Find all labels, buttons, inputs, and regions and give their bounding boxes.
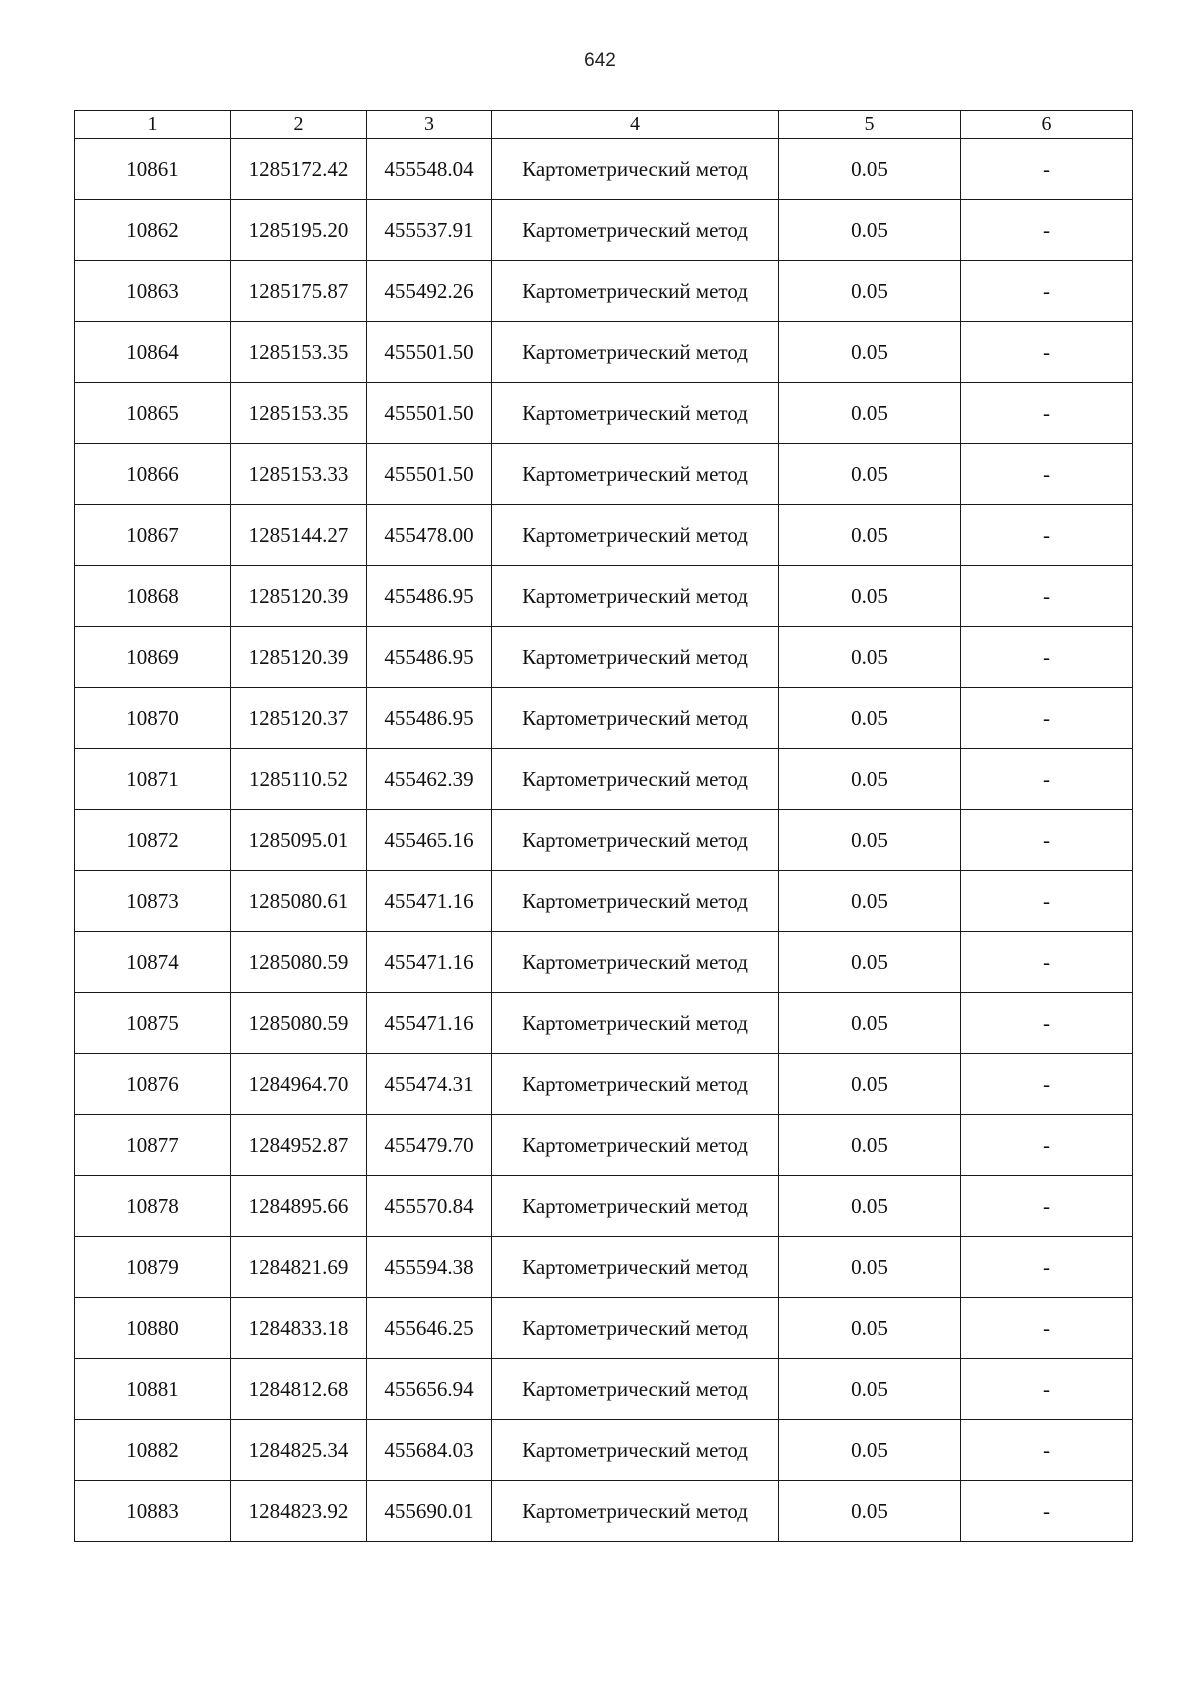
note-cell: - [961, 810, 1133, 871]
note-cell: - [961, 505, 1133, 566]
table-header [75, 111, 1133, 139]
y-coordinate-cell: 455501.50 [367, 383, 492, 444]
note-cell: - [961, 749, 1133, 810]
method-cell: Картометрический метод [492, 1420, 779, 1481]
x-coordinate-cell: 1285080.59 [231, 932, 367, 993]
point-number-cell: 10866 [75, 444, 231, 505]
method-cell: Картометрический метод [492, 200, 779, 261]
point-number-cell: 10874 [75, 932, 231, 993]
note-cell: - [961, 993, 1133, 1054]
column-header-4: 4 [492, 111, 779, 139]
note-cell: - [961, 932, 1133, 993]
accuracy-cell: 0.05 [779, 383, 961, 444]
x-coordinate-cell: 1284895.66 [231, 1176, 367, 1237]
table-row [75, 139, 1133, 200]
table-row [75, 871, 1133, 932]
table-row [75, 932, 1133, 993]
x-coordinate-cell: 1284812.68 [231, 1359, 367, 1420]
accuracy-cell: 0.05 [779, 261, 961, 322]
coordinates-table [74, 110, 1133, 1542]
y-coordinate-cell: 455471.16 [367, 871, 492, 932]
accuracy-cell: 0.05 [779, 139, 961, 200]
method-cell: Картометрический метод [492, 1176, 779, 1237]
x-coordinate-cell: 1284823.92 [231, 1481, 367, 1542]
y-coordinate-cell: 455486.95 [367, 688, 492, 749]
accuracy-cell: 0.05 [779, 688, 961, 749]
note-cell: - [961, 1359, 1133, 1420]
table-row [75, 993, 1133, 1054]
x-coordinate-cell: 1285175.87 [231, 261, 367, 322]
y-coordinate-cell: 455501.50 [367, 322, 492, 383]
table-row [75, 810, 1133, 871]
y-coordinate-cell: 455474.31 [367, 1054, 492, 1115]
method-cell: Картометрический метод [492, 810, 779, 871]
y-coordinate-cell: 455548.04 [367, 139, 492, 200]
accuracy-cell: 0.05 [779, 444, 961, 505]
point-number-cell: 10882 [75, 1420, 231, 1481]
y-coordinate-cell: 455690.01 [367, 1481, 492, 1542]
y-coordinate-cell: 455570.84 [367, 1176, 492, 1237]
x-coordinate-cell: 1285144.27 [231, 505, 367, 566]
method-cell: Картометрический метод [492, 993, 779, 1054]
note-cell: - [961, 1298, 1133, 1359]
x-coordinate-cell: 1285120.39 [231, 566, 367, 627]
point-number-cell: 10863 [75, 261, 231, 322]
x-coordinate-cell: 1285095.01 [231, 810, 367, 871]
x-coordinate-cell: 1285195.20 [231, 200, 367, 261]
x-coordinate-cell: 1285153.33 [231, 444, 367, 505]
point-number-cell: 10865 [75, 383, 231, 444]
page-number: 642 [584, 50, 616, 71]
table-row [75, 688, 1133, 749]
method-cell: Картометрический метод [492, 1054, 779, 1115]
accuracy-cell: 0.05 [779, 1359, 961, 1420]
table-row [75, 1237, 1133, 1298]
x-coordinate-cell: 1284964.70 [231, 1054, 367, 1115]
table-row [75, 505, 1133, 566]
table-row [75, 1054, 1133, 1115]
note-cell: - [961, 1115, 1133, 1176]
accuracy-cell: 0.05 [779, 200, 961, 261]
y-coordinate-cell: 455471.16 [367, 932, 492, 993]
table-row [75, 444, 1133, 505]
x-coordinate-cell: 1285120.39 [231, 627, 367, 688]
point-number-cell: 10861 [75, 139, 231, 200]
note-cell: - [961, 627, 1133, 688]
accuracy-cell: 0.05 [779, 505, 961, 566]
y-coordinate-cell: 455465.16 [367, 810, 492, 871]
point-number-cell: 10880 [75, 1298, 231, 1359]
column-header-5: 5 [779, 111, 961, 139]
note-cell: - [961, 1481, 1133, 1542]
accuracy-cell: 0.05 [779, 566, 961, 627]
accuracy-cell: 0.05 [779, 322, 961, 383]
note-cell: - [961, 200, 1133, 261]
accuracy-cell: 0.05 [779, 749, 961, 810]
method-cell: Картометрический метод [492, 444, 779, 505]
table-row [75, 1298, 1133, 1359]
point-number-cell: 10875 [75, 993, 231, 1054]
column-header-3: 3 [367, 111, 492, 139]
table-row [75, 322, 1133, 383]
table-row [75, 1481, 1133, 1542]
point-number-cell: 10869 [75, 627, 231, 688]
note-cell: - [961, 871, 1133, 932]
x-coordinate-cell: 1285153.35 [231, 322, 367, 383]
y-coordinate-cell: 455594.38 [367, 1237, 492, 1298]
y-coordinate-cell: 455537.91 [367, 200, 492, 261]
y-coordinate-cell: 455486.95 [367, 627, 492, 688]
point-number-cell: 10871 [75, 749, 231, 810]
note-cell: - [961, 1420, 1133, 1481]
note-cell: - [961, 139, 1133, 200]
y-coordinate-cell: 455492.26 [367, 261, 492, 322]
point-number-cell: 10873 [75, 871, 231, 932]
table-row [75, 627, 1133, 688]
point-number-cell: 10883 [75, 1481, 231, 1542]
point-number-cell: 10870 [75, 688, 231, 749]
method-cell: Картометрический метод [492, 566, 779, 627]
x-coordinate-cell: 1284833.18 [231, 1298, 367, 1359]
point-number-cell: 10878 [75, 1176, 231, 1237]
table-row [75, 749, 1133, 810]
column-header-2: 2 [231, 111, 367, 139]
note-cell: - [961, 444, 1133, 505]
y-coordinate-cell: 455478.00 [367, 505, 492, 566]
table-row [75, 1176, 1133, 1237]
method-cell: Картометрический метод [492, 871, 779, 932]
method-cell: Картометрический метод [492, 261, 779, 322]
y-coordinate-cell: 455486.95 [367, 566, 492, 627]
column-header-6: 6 [961, 111, 1133, 139]
y-coordinate-cell: 455479.70 [367, 1115, 492, 1176]
table-body [75, 139, 1133, 1542]
method-cell: Картометрический метод [492, 139, 779, 200]
accuracy-cell: 0.05 [779, 1115, 961, 1176]
y-coordinate-cell: 455471.16 [367, 993, 492, 1054]
accuracy-cell: 0.05 [779, 1298, 961, 1359]
accuracy-cell: 0.05 [779, 810, 961, 871]
x-coordinate-cell: 1285080.59 [231, 993, 367, 1054]
note-cell: - [961, 261, 1133, 322]
accuracy-cell: 0.05 [779, 1176, 961, 1237]
x-coordinate-cell: 1285110.52 [231, 749, 367, 810]
table-row [75, 1359, 1133, 1420]
point-number-cell: 10876 [75, 1054, 231, 1115]
point-number-cell: 10868 [75, 566, 231, 627]
table-row [75, 1420, 1133, 1481]
table-row [75, 566, 1133, 627]
accuracy-cell: 0.05 [779, 1481, 961, 1542]
x-coordinate-cell: 1285120.37 [231, 688, 367, 749]
x-coordinate-cell: 1285080.61 [231, 871, 367, 932]
x-coordinate-cell: 1285153.35 [231, 383, 367, 444]
method-cell: Картометрический метод [492, 1481, 779, 1542]
method-cell: Картометрический метод [492, 1359, 779, 1420]
point-number-cell: 10862 [75, 200, 231, 261]
table-row [75, 383, 1133, 444]
note-cell: - [961, 1054, 1133, 1115]
column-header-1: 1 [75, 111, 231, 139]
method-cell: Картометрический метод [492, 1298, 779, 1359]
accuracy-cell: 0.05 [779, 1054, 961, 1115]
note-cell: - [961, 1237, 1133, 1298]
note-cell: - [961, 322, 1133, 383]
point-number-cell: 10872 [75, 810, 231, 871]
table-row [75, 1115, 1133, 1176]
method-cell: Картометрический метод [492, 383, 779, 444]
table-row [75, 200, 1133, 261]
y-coordinate-cell: 455462.39 [367, 749, 492, 810]
point-number-cell: 10864 [75, 322, 231, 383]
method-cell: Картометрический метод [492, 932, 779, 993]
accuracy-cell: 0.05 [779, 1420, 961, 1481]
x-coordinate-cell: 1284825.34 [231, 1420, 367, 1481]
method-cell: Картометрический метод [492, 688, 779, 749]
accuracy-cell: 0.05 [779, 1237, 961, 1298]
method-cell: Картометрический метод [492, 1115, 779, 1176]
header-row [75, 111, 1133, 139]
table-row [75, 261, 1133, 322]
method-cell: Картометрический метод [492, 505, 779, 566]
x-coordinate-cell: 1285172.42 [231, 139, 367, 200]
method-cell: Картометрический метод [492, 1237, 779, 1298]
method-cell: Картометрический метод [492, 322, 779, 383]
y-coordinate-cell: 455684.03 [367, 1420, 492, 1481]
method-cell: Картометрический метод [492, 749, 779, 810]
note-cell: - [961, 383, 1133, 444]
note-cell: - [961, 688, 1133, 749]
x-coordinate-cell: 1284821.69 [231, 1237, 367, 1298]
note-cell: - [961, 566, 1133, 627]
point-number-cell: 10877 [75, 1115, 231, 1176]
x-coordinate-cell: 1284952.87 [231, 1115, 367, 1176]
point-number-cell: 10879 [75, 1237, 231, 1298]
accuracy-cell: 0.05 [779, 871, 961, 932]
note-cell: - [961, 1176, 1133, 1237]
accuracy-cell: 0.05 [779, 993, 961, 1054]
point-number-cell: 10867 [75, 505, 231, 566]
y-coordinate-cell: 455501.50 [367, 444, 492, 505]
accuracy-cell: 0.05 [779, 627, 961, 688]
y-coordinate-cell: 455656.94 [367, 1359, 492, 1420]
accuracy-cell: 0.05 [779, 932, 961, 993]
y-coordinate-cell: 455646.25 [367, 1298, 492, 1359]
point-number-cell: 10881 [75, 1359, 231, 1420]
method-cell: Картометрический метод [492, 627, 779, 688]
